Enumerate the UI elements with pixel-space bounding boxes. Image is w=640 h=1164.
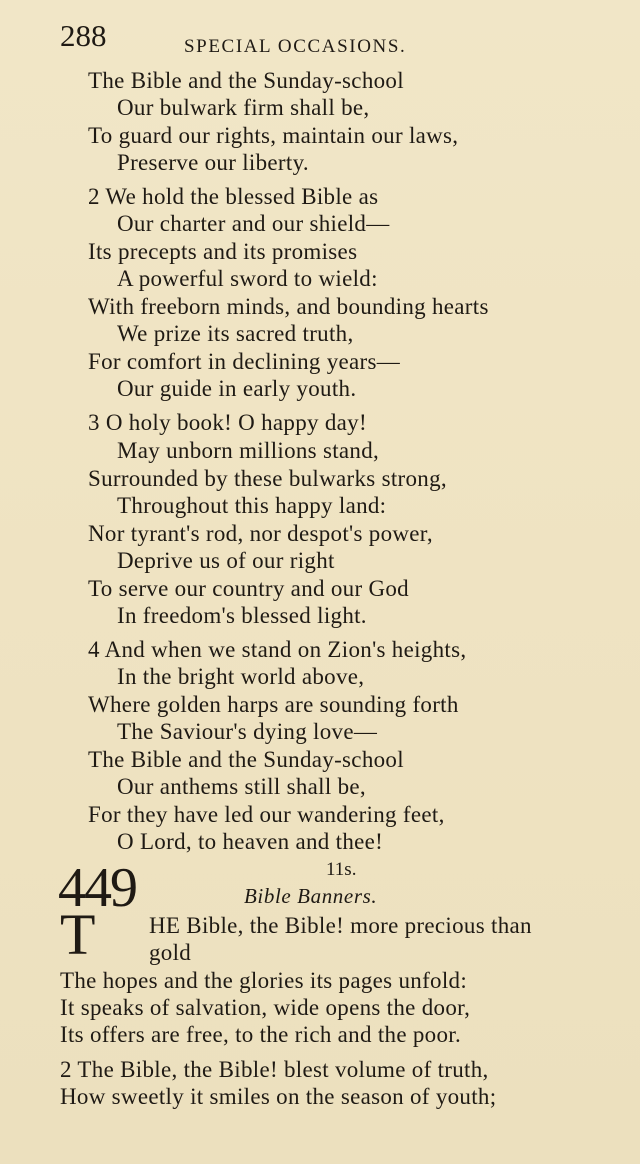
verse-line: We prize its sacred truth, bbox=[117, 321, 354, 346]
drop-cap: T bbox=[60, 902, 96, 967]
page-number: 288 bbox=[60, 18, 107, 53]
verse-line: Our anthems still shall be, bbox=[117, 774, 366, 799]
verse-line: To serve our country and our God bbox=[88, 576, 409, 601]
verse-line: In freedom's blessed light. bbox=[117, 603, 367, 628]
verse-line: How sweetly it smiles on the season of youth; bbox=[60, 1084, 497, 1109]
verse-line: Deprive us of our right bbox=[117, 548, 335, 573]
verse-line: 2 We hold the blessed Bible as bbox=[88, 184, 379, 209]
running-head: SPECIAL OCCASIONS. bbox=[184, 36, 407, 57]
verse-line: O Lord, to heaven and thee! bbox=[117, 829, 384, 854]
page-header bbox=[60, 14, 620, 57]
verse-line: Preserve our liberty. bbox=[117, 150, 309, 175]
verse-line: For comfort in declining years— bbox=[88, 349, 401, 374]
verse-line: Where golden harps are sounding forth bbox=[88, 692, 459, 717]
hymn-meter: 11s. bbox=[326, 859, 357, 880]
verse-line: May unborn millions stand, bbox=[117, 438, 380, 463]
verse-line: It speaks of salvation, wide opens the door, bbox=[60, 995, 471, 1020]
verse-line: HE Bible, the Bible! more precious than bbox=[149, 913, 532, 938]
verse-line: Its precepts and its promises bbox=[88, 239, 358, 264]
verse-line: 4 And when we stand on Zion's heights, bbox=[88, 637, 467, 662]
verse-line: Our guide in early youth. bbox=[117, 376, 357, 401]
verse-line: Nor tyrant's rod, nor despot's power, bbox=[88, 521, 433, 546]
verse-line: The hopes and the glories its pages unfold: bbox=[60, 968, 468, 993]
verse-line: A powerful sword to wield: bbox=[117, 266, 378, 291]
hymn-title: Bible Banners. bbox=[244, 884, 378, 908]
verse-line: The Saviour's dying love— bbox=[117, 719, 378, 744]
verse-line: In the bright world above, bbox=[117, 664, 365, 689]
verse-line: gold bbox=[149, 940, 192, 965]
hymn-number: 449 bbox=[58, 857, 136, 919]
verse-line: 2 The Bible, the Bible! blest volume of truth, bbox=[60, 1057, 489, 1082]
verse-line: Throughout this happy land: bbox=[117, 493, 387, 518]
verse-line: The Bible and the Sunday-school bbox=[88, 68, 404, 93]
verse-line: For they have led our wandering feet, bbox=[88, 802, 445, 827]
verse-line: Its offers are free, to the rich and the poor. bbox=[60, 1022, 462, 1047]
verse-line: To guard our rights, maintain our laws, bbox=[88, 123, 459, 148]
verse-line: Our bulwark firm shall be, bbox=[117, 95, 370, 120]
verse-line: Surrounded by these bulwarks strong, bbox=[88, 466, 447, 491]
verse-line: The Bible and the Sunday-school bbox=[88, 747, 404, 772]
verse-line: 3 O holy book! O happy day! bbox=[88, 410, 367, 435]
verse-line: Our charter and our shield— bbox=[117, 211, 390, 236]
verse-line: With freeborn minds, and bounding hearts bbox=[88, 294, 489, 319]
